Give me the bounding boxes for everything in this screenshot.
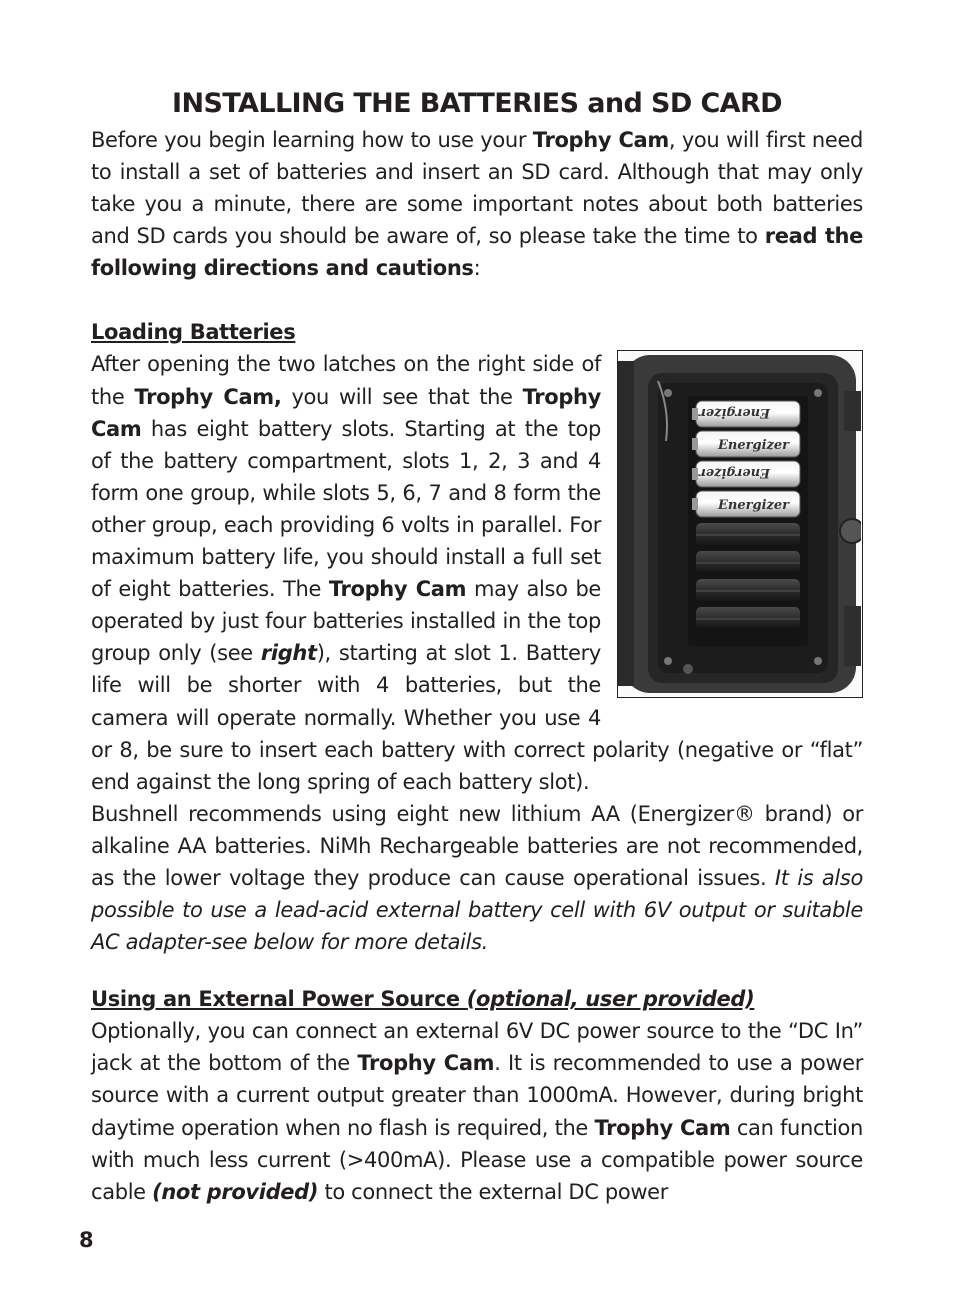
product-name: Trophy Cam (91, 384, 601, 441)
battery-compartment-photo (617, 350, 863, 698)
battery-compartment-icon (618, 351, 861, 696)
not-provided-note: (not provided) (152, 1179, 319, 1204)
intro-emphasis: read the following directions and cautions (91, 224, 864, 281)
body-text: Bushnell recommends using eight new lithium AA (Energizer® brand) or alkaline AA batteries. NiMh Rechargeable batteries are not recommended, as the lower voltage they produce can cause operational issues. (91, 801, 863, 890)
page-title: INSTALLING THE BATTERIES and SD CARD (172, 88, 782, 119)
intro-product-name: Trophy Cam (532, 128, 669, 152)
battery-label: Energizer (698, 465, 770, 481)
body-text: to connect the external DC power (318, 1179, 669, 1204)
body-text: can function with much less current (>400mA). Please use a compatible power source cable (91, 1115, 864, 1204)
intro-paragraph (91, 124, 863, 284)
body-text: you will see that the (281, 384, 523, 409)
battery-label: Energizer (718, 438, 790, 454)
product-name: Trophy Cam, (134, 384, 282, 409)
body-text: has eight battery slots. Starting at the top of the battery compartment, slots 1, 2, 3 and 4 form one group, while slots 5, 6, 7 and 8 form the other group, each providing 6 volts in parallel. For maximum battery life, you should install a full set of eight batteries. The (91, 416, 601, 602)
italic-note: It is also possible to use a lead-acid external battery cell with 6V output or suitable AC adapter-see below for more details. (91, 865, 864, 955)
battery-recommendation-paragraph (91, 798, 863, 958)
intro-text: , you will first need to install a set of batteries and insert an SD card. Although that may only take you a minute, there are some important notes about both batteries and SD cards you should be aware of, so please take the time to (91, 128, 863, 249)
external-power-heading: Using an External Power Source (optional, user provided) (91, 987, 755, 1012)
body-text: ), starting at slot 1. Battery life will be shorter with 4 batteries, but the camera will operate normally. Whether you use 4 or 8, be sure to insert each battery with correct polarity (negative or “flat” end against the long spring of each battery slot). (91, 641, 863, 794)
battery-label: Energizer (718, 498, 790, 514)
battery-label: Energizer (698, 405, 770, 421)
page-number: 8 (79, 1228, 94, 1252)
loading-batteries-heading: Loading Batteries (91, 320, 296, 345)
product-name: Trophy Cam (328, 577, 467, 602)
external-power-paragraph (91, 1015, 863, 1208)
body-text: . It is recommended to use a power source with a current output greater than 1000mA. However, during bright daytime operation when no flash is required, the (91, 1051, 863, 1140)
optional-note: (optional, user provided) (466, 987, 755, 1012)
intro-text: Before you begin learning how to use your (91, 128, 533, 152)
product-name: Trophy Cam (594, 1115, 731, 1140)
emphasis-right: right (260, 641, 317, 666)
body-text: After opening the two latches on the right side of the (91, 352, 601, 409)
body-text: may also be operated by just four batteries installed in the top group only (see (91, 577, 601, 666)
body-text: Optionally, you can connect an external 6V DC power source to the “DC In” jack at the bottom of the (91, 1019, 863, 1076)
product-name: Trophy Cam (357, 1051, 495, 1076)
intro-text: : (473, 256, 481, 281)
page-content (91, 86, 863, 1208)
